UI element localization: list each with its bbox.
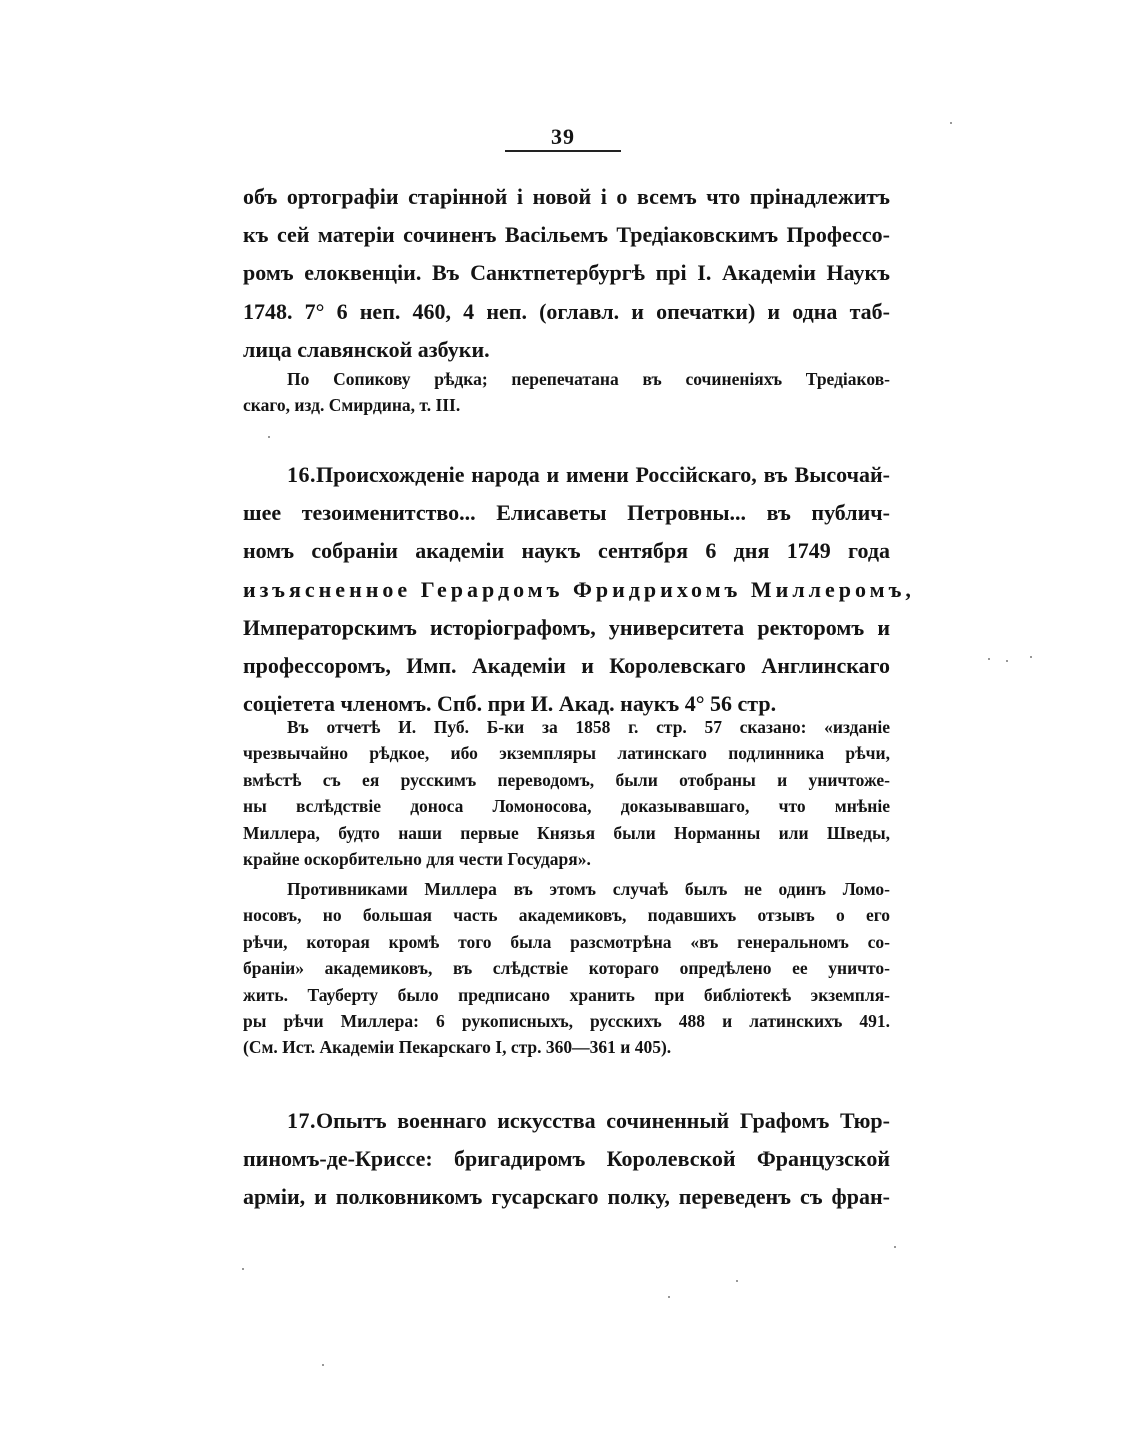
note-line: жить. Тауберту было предписано хранить при библіотекѣ экземпля- (243, 984, 890, 1005)
note-line: По Сопикову рѣдка; перепечатана въ сочиненіяхъ Тредіаков- (287, 369, 890, 389)
entry-15-continuation (243, 178, 890, 369)
text-line-first (243, 456, 890, 494)
note-line: вмѣстѣ съ ея русскимъ переводомъ, были отобраны и уничтоже- (243, 769, 890, 790)
scan-speck (322, 1364, 324, 1366)
text-line: арміи, и полковникомъ гусарскаго полку, переведенъ съ фран- (243, 1184, 890, 1210)
note-line: ны вслѣдствіе доноса Ломоносова, доказывавшаго, что мнѣніе (243, 796, 890, 817)
text-line: лица славянской азбуки. (243, 336, 490, 362)
text-line: соціетета членомъ. Спб. при И. Акад. наукъ 4° 56 стр. (243, 691, 777, 717)
entry-title: Происхожденіе народа и имени Россійскаго, въ Высочай- (316, 462, 890, 487)
entry-15-note (243, 366, 890, 419)
entry-number: 16. (287, 462, 316, 487)
text-line: шее тезоименитство... Елисаветы Петровны... въ публич- (243, 500, 890, 526)
note-line: (См. Ист. Академіи Пекарскаго І, стр. 360—361 и 405). (243, 1037, 672, 1058)
scan-speck (950, 122, 952, 124)
entry-16 (243, 456, 915, 723)
scan-speck (894, 1246, 896, 1248)
scan-speck (1006, 660, 1008, 662)
page-number-rule (505, 150, 621, 152)
text-line: къ сей матеріи сочиненъ Васільемъ Тредіаковскимъ Профессо- (243, 222, 890, 248)
scan-speck (268, 436, 270, 438)
note-line: скаго, изд. Смирдина, т. III. (243, 395, 461, 416)
scan-speck (736, 1280, 738, 1282)
text-line: номъ собраніи академіи наукъ сентября 6 дня 1749 года (243, 538, 890, 564)
page-number: 39 (551, 124, 575, 149)
scan-speck (242, 1268, 244, 1270)
scan-speck (1030, 656, 1032, 658)
note-line: чрезвычайно рѣдкое, ибо экземпляры латинскаго подлинника рѣчи, (243, 743, 890, 764)
text-line: Императорскимъ исторіографомъ, университета ректоромъ и (243, 614, 890, 640)
text-line: ромъ елоквенціи. Въ Санктпетербургѣ прі І. Академіи Наукъ (243, 260, 890, 286)
text-line: профессоромъ, Имп. Академіи и Королевскаго Англинскаго (243, 653, 890, 679)
entry-number: 17. (287, 1108, 316, 1133)
note-line: Миллера, будто наши первые Князья были Норманны или Шведы, (243, 822, 890, 843)
note-line: носовъ, но большая часть академиковъ, подавшихъ отзывъ о его (243, 905, 890, 926)
entry-16-note-1 (243, 714, 890, 872)
note-line: крайне оскорбительно для чести Государя». (243, 849, 591, 870)
text-line: объ ортографіи старінной і новой і о всемъ что прінадлежитъ (243, 184, 890, 209)
text-line-first (243, 1102, 890, 1140)
note-line: ры рѣчи Миллера: 6 рукописныхъ, русскихъ 488 и латинскихъ 491. (243, 1011, 890, 1032)
scan-speck (988, 658, 990, 660)
note-line: рѣчи, которая кромѣ того была разсмотрѣна «въ генеральномъ со- (243, 931, 890, 952)
entry-16-note-2 (243, 876, 890, 1061)
note-line: браніи» академиковъ, въ слѣдствіе котораго опредѣлено ее уничто- (243, 958, 890, 979)
note-line: Противниками Миллера въ этомъ случаѣ былъ не одинъ Ломо- (287, 879, 890, 899)
text-line: пиномъ-де-Криссе: бригадиромъ Королевской Французской (243, 1146, 890, 1172)
entry-title: Опытъ военнаго искусства сочиненный Графомъ Тюр- (316, 1108, 890, 1133)
scan-speck (668, 1296, 670, 1298)
note-line: Въ отчетѣ И. Пуб. Б-ки за 1858 г. стр. 57 сказано: «изданіе (287, 717, 890, 737)
entry-17 (243, 1102, 890, 1217)
text-line: изъясненное Герардомъ Фридрихомъ Миллеромъ, (243, 576, 915, 602)
text-line: 1748. 7° 6 неп. 460, 4 неп. (оглавл. и опечатки) и одна таб- (243, 298, 890, 324)
